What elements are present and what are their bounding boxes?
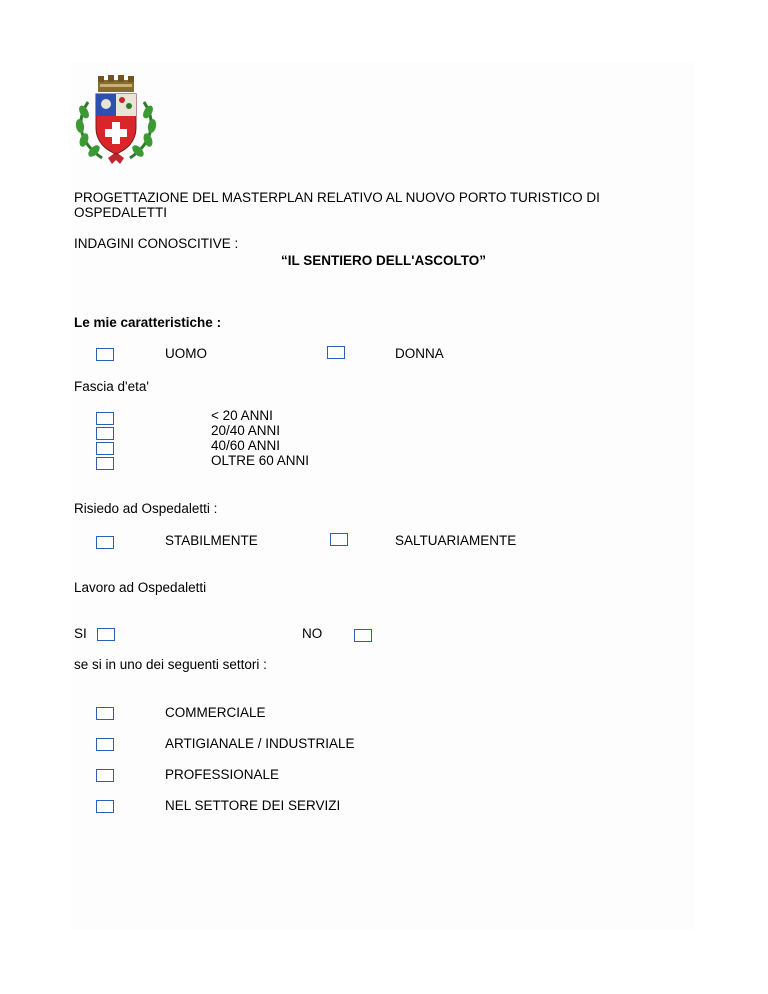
checkbox-donna[interactable]	[327, 346, 345, 359]
sector-prompt: se si in uno dei seguenti settori :	[74, 657, 267, 672]
sector-commerciale-label: COMMERCIALE	[165, 705, 266, 720]
option-no-label: NO	[302, 626, 323, 641]
residence-label: Risiedo ad Ospedaletti :	[74, 501, 218, 516]
checkbox-age-over-60[interactable]	[96, 457, 114, 470]
checkbox-professionale[interactable]	[96, 769, 114, 782]
survey-subtitle: “IL SENTIERO DELL'ASCOLTO”	[281, 253, 486, 268]
checkbox-saltuariamente[interactable]	[330, 533, 348, 546]
checkbox-commerciale[interactable]	[96, 707, 114, 720]
age-option-over-60: OLTRE 60 ANNI	[211, 453, 310, 468]
checkbox-si[interactable]	[97, 628, 115, 641]
option-uomo-label: UOMO	[165, 346, 207, 361]
checkbox-stabilmente[interactable]	[96, 536, 114, 549]
age-option-20-40: 20/40 ANNI	[211, 423, 281, 438]
work-label: Lavoro ad Ospedaletti	[74, 580, 207, 595]
checkbox-age-under-20[interactable]	[96, 412, 114, 425]
checkbox-no[interactable]	[354, 629, 372, 642]
checkbox-age-20-40[interactable]	[96, 427, 114, 440]
checkbox-servizi[interactable]	[96, 800, 114, 813]
checkbox-uomo[interactable]	[96, 348, 114, 361]
municipal-coat-of-arms-icon	[72, 72, 160, 168]
characteristics-label: Le mie caratteristiche :	[74, 315, 222, 330]
option-stabilmente-label: STABILMENTE	[165, 533, 258, 548]
sector-servizi-label: NEL SETTORE DEI SERVIZI	[165, 798, 341, 813]
checkbox-age-40-60[interactable]	[96, 442, 114, 455]
age-option-40-60: 40/60 ANNI	[211, 438, 281, 453]
age-option-under-20: < 20 ANNI	[211, 408, 273, 423]
age-range-label: Fascia d'eta'	[74, 379, 149, 394]
document-title-line2: OSPEDALETTI	[74, 205, 168, 220]
option-si-label: SI	[74, 626, 87, 641]
sector-professionale-label: PROFESSIONALE	[165, 767, 280, 782]
sector-artigianale-label: ARTIGIANALE / INDUSTRIALE	[165, 736, 355, 751]
survey-intro-label: INDAGINI CONOSCITIVE :	[74, 236, 239, 251]
option-saltuariamente-label: SALTUARIAMENTE	[395, 533, 517, 548]
option-donna-label: DONNA	[395, 346, 444, 361]
document-title-line1: PROGETTAZIONE DEL MASTERPLAN RELATIVO AL NUOVO PORTO TURISTICO DI	[74, 190, 600, 205]
checkbox-artigianale-industriale[interactable]	[96, 738, 114, 751]
